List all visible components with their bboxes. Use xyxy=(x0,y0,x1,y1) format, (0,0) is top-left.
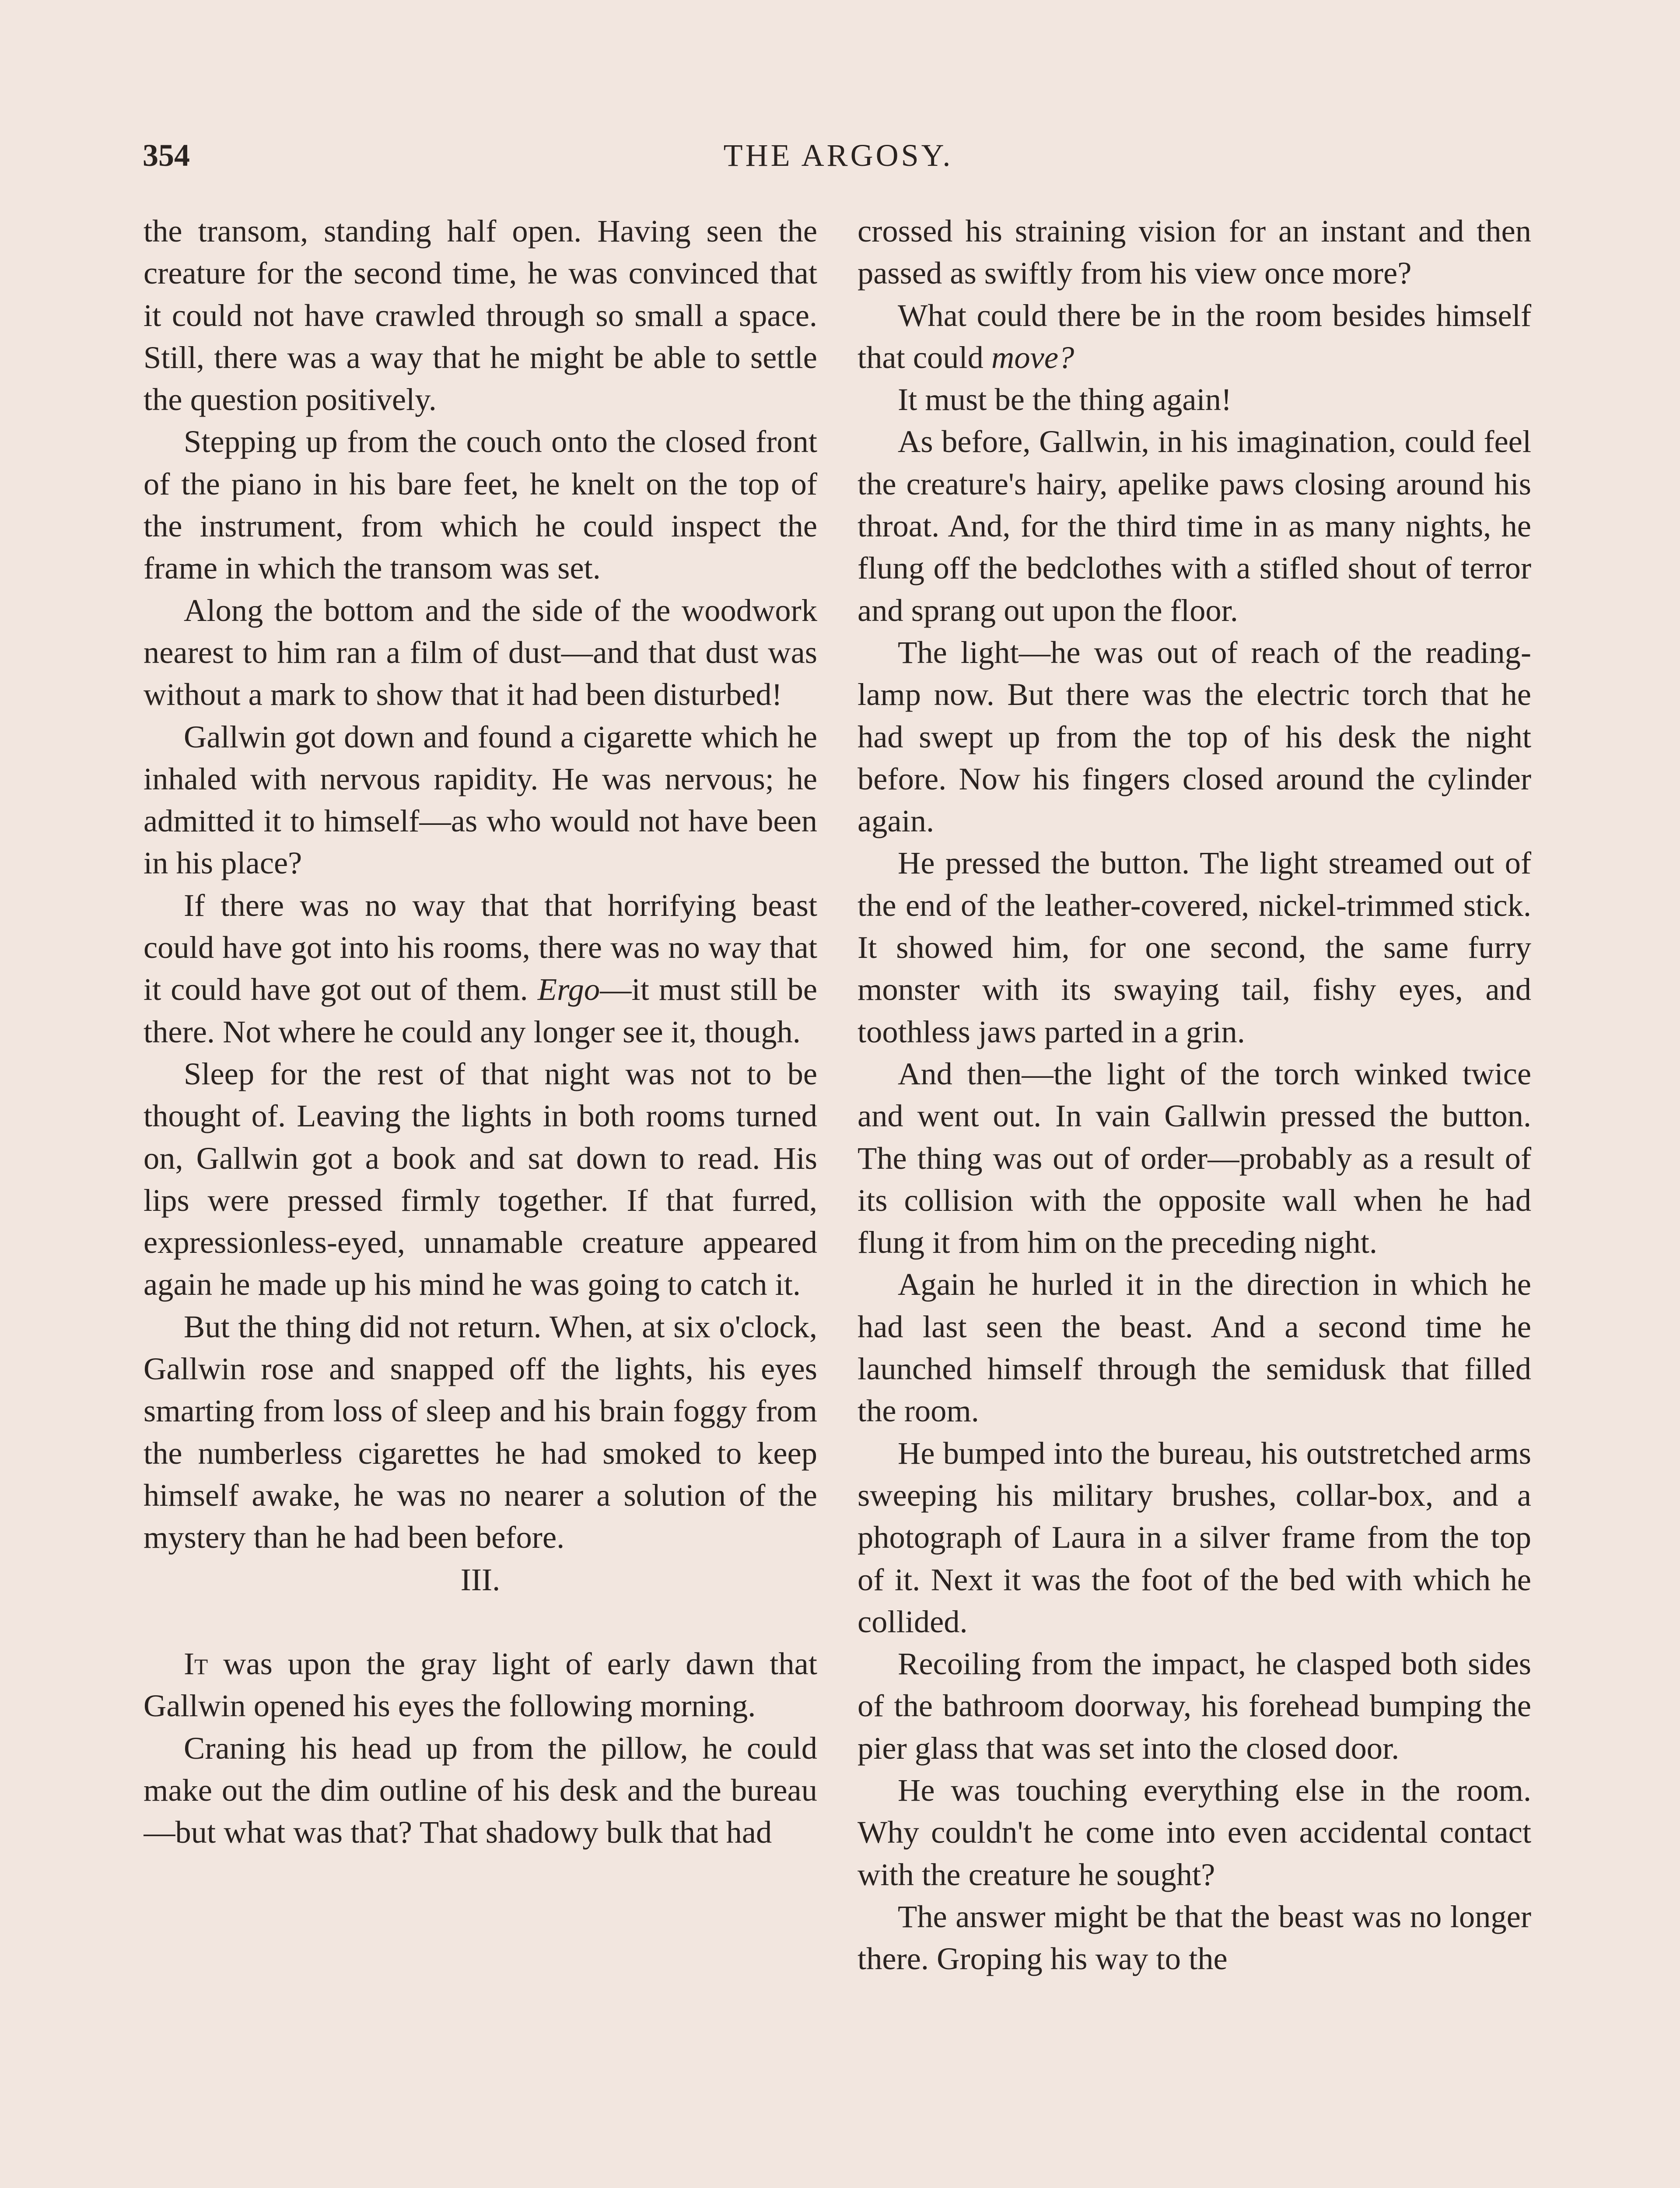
paragraph: As before, Gallwin, in his imagination, could feel the creature's hairy, apelike paws closing around his throat. And, for the third time in as many nights, he flung off the bedclothes with a stifled shout of terror and sprang out upon the floor. xyxy=(858,424,1531,628)
italic-word: move? xyxy=(991,339,1074,375)
paragraph: He bumped into the bureau, his outstretched arms sweeping his military brushes, collar-box, and a photograph of Laura in a silver frame from the top of it. Next it was the foot of the bed with which he collided. xyxy=(858,1435,1531,1639)
italic-word: Ergo xyxy=(537,971,600,1007)
paragraph: He pressed the button. The light streamed out of the end of the leather-covered, nickel-trimmed stick. It showed him, for one second, the same furry monster with its swaying tail, fishy eyes, and toothless jaws parted in a grin. xyxy=(858,845,1531,1049)
paragraph: Stepping up from the couch onto the closed front of the piano in his bare feet, he knelt on the top of the instrument, from which he could inspect the frame in which the transom was set. xyxy=(144,424,817,586)
paragraph: Gallwin got down and found a cigarette which he inhaled with nervous rapidity. He was nervous; he admitted it to himself—as who would not have been in his place? xyxy=(144,719,817,881)
text-run: What could there be in the room besides himself that could xyxy=(858,297,1531,375)
running-head: THE ARGOSY. xyxy=(723,138,953,173)
paragraph: And then—the light of the torch winked twice and went out. In vain Gallwin pressed the button. The thing was out of order—probably as a result of its collision with the opposite wall when he had flung it from him on the preceding night. xyxy=(858,1055,1531,1260)
opening-word: It xyxy=(184,1646,208,1682)
right-column xyxy=(858,210,1531,2188)
text-run: was upon the gray light of early dawn that Gallwin opened his eyes the following morning. xyxy=(144,1646,817,1724)
paragraph xyxy=(858,295,1531,379)
paragraph xyxy=(144,1643,817,1727)
left-column xyxy=(144,210,817,2188)
text-run: If there was no way that that horrifying beast could have got into his rooms, there was no way that it could have got out of them. xyxy=(144,887,817,1007)
paragraph: He was touching everything else in the room. Why couldn't he come into even accidental contact with the creature he sought? xyxy=(858,1772,1531,1892)
paragraph: Again he hurled it in the direction in which he had last seen the beast. And a second time he launched himself through the semidusk that filled the room. xyxy=(858,1266,1531,1429)
paragraph: But the thing did not return. When, at six o'clock, Gallwin rose and snapped off the lights, his eyes smarting from loss of sleep and his brain foggy from the numberless cigarettes he had smoked to keep himself awake, he was no nearer a solution of the mystery than he had been before. xyxy=(144,1308,817,1555)
paragraph xyxy=(144,884,817,1053)
paragraph: the transom, standing half open. Having seen the creature for the second time, he was convinced that it could not have crawled through so small a space. Still, there was a way that he might be able to settle the question positively. xyxy=(144,213,817,417)
paragraph: Along the bottom and the side of the woodwork nearest to him ran a film of dust—and that dust was without a mark to show that it had been disturbed! xyxy=(144,592,817,712)
paragraph: Sleep for the rest of that night was not to be thought of. Leaving the lights in both rooms turned on, Gallwin got a book and sat down to read. His lips were pressed firmly together. If that furred, expressionless-eyed, unnamable creature appeared again he made up his mind he was going to catch it. xyxy=(144,1055,817,1302)
section-heading: III. xyxy=(460,1561,500,1597)
page-number: 354 xyxy=(143,138,190,173)
text-run: —it must still be there. Not where he could any longer see it, though. xyxy=(144,971,817,1049)
paragraph: It must be the thing again! xyxy=(898,382,1232,417)
page-header xyxy=(143,131,1534,179)
paragraph: The answer might be that the beast was no longer there. Groping his way to the xyxy=(858,1898,1531,1977)
paragraph: crossed his straining vision for an instant and then passed as swiftly from his view once more? xyxy=(858,213,1531,291)
paragraph: The light—he was out of reach of the reading-lamp now. But there was the electric torch that he had swept up from the top of his desk the night before. Now his fingers closed around the cylinder again. xyxy=(858,634,1531,839)
paragraph: Craning his head up from the pillow, he could make out the dim outline of his desk and the bureau—but what was that? That shadowy bulk that had xyxy=(144,1730,817,1850)
paragraph: Recoiling from the impact, he clasped both sides of the bathroom doorway, his forehead bumping the pier glass that was set into the closed door. xyxy=(858,1646,1531,1766)
